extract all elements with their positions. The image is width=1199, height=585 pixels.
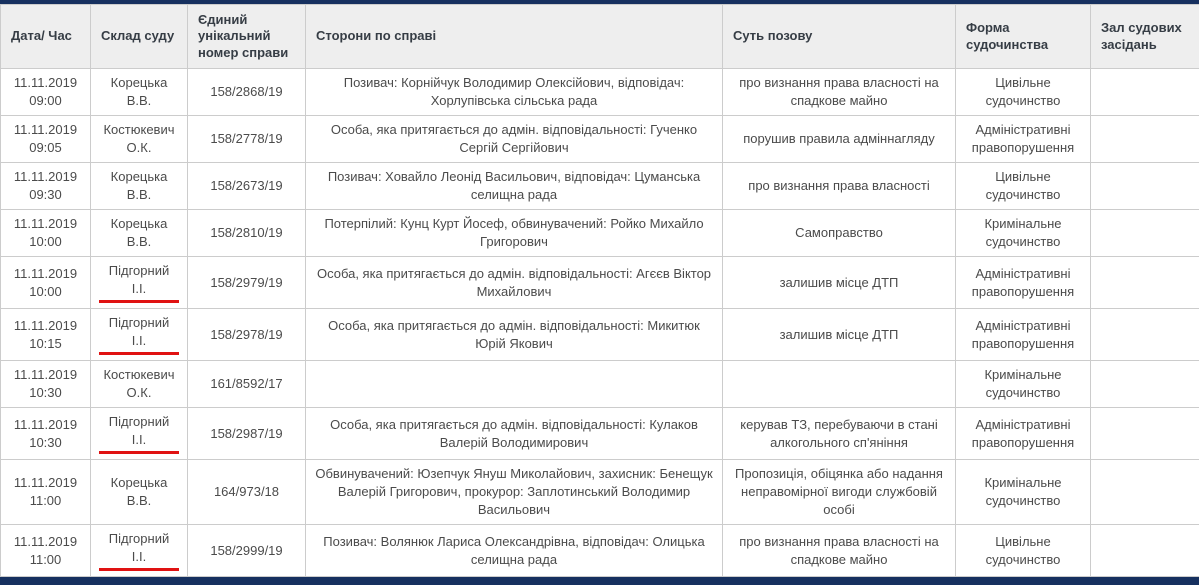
cell-courtroom	[1091, 257, 1199, 309]
cell-judge	[91, 309, 188, 361]
column-header-court-composition: Склад суду	[91, 5, 188, 69]
cell-date-time	[1, 309, 91, 361]
cell-date-time	[1, 361, 91, 408]
cell-case-number: 158/2778/19	[188, 116, 306, 163]
cell-judge	[91, 210, 188, 257]
table-header	[1, 5, 1199, 69]
cell-claim-essence: керував ТЗ, перебуваючи в стані алкогольного сп'яніння	[723, 408, 956, 460]
column-header-parties: Сторони по справі	[306, 5, 723, 69]
cell-date-time	[1, 408, 91, 460]
hearing-date: 11.11.2019	[9, 533, 82, 551]
cell-date-time	[1, 163, 91, 210]
cell-judge	[91, 257, 188, 309]
court-hearings-table	[0, 4, 1199, 577]
cell-parties: Позивач: Корнійчук Володимир Олексійович, відповідач: Хорлупівська сільська рада	[306, 69, 723, 116]
judge-name: Корецька В.В.	[99, 215, 179, 251]
table-row	[1, 257, 1199, 309]
hearing-time: 09:05	[9, 139, 82, 157]
cell-claim-essence: залишив місце ДТП	[723, 257, 956, 309]
cell-parties	[306, 361, 723, 408]
table-row	[1, 69, 1199, 116]
cell-proceedings-form: Цивільне судочинство	[956, 525, 1091, 577]
cell-date-time	[1, 69, 91, 116]
table-body	[1, 69, 1199, 577]
cell-claim-essence: Самоправство	[723, 210, 956, 257]
cell-claim-essence: залишив місце ДТП	[723, 309, 956, 361]
judge-name: Підгорний І.І.	[99, 530, 179, 571]
cell-courtroom	[1091, 69, 1199, 116]
hearing-date: 11.11.2019	[9, 168, 82, 186]
cell-judge	[91, 361, 188, 408]
judge-name: Костюкевич О.К.	[99, 366, 179, 402]
cell-proceedings-form: Цивільне судочинство	[956, 69, 1091, 116]
cell-judge	[91, 116, 188, 163]
cell-parties: Позивач: Волянюк Лариса Олександрівна, відповідач: Олицька селищна рада	[306, 525, 723, 577]
table-row	[1, 525, 1199, 577]
column-header-proceedings-form: Форма судочинства	[956, 5, 1091, 69]
cell-case-number: 158/2810/19	[188, 210, 306, 257]
cell-proceedings-form: Кримінальне судочинство	[956, 460, 1091, 525]
cell-courtroom	[1091, 361, 1199, 408]
header-row	[1, 5, 1199, 69]
cell-date-time	[1, 116, 91, 163]
cell-case-number: 161/8592/17	[188, 361, 306, 408]
cell-claim-essence: про визнання права власності на спадкове майно	[723, 525, 956, 577]
table-row	[1, 460, 1199, 525]
table-row	[1, 361, 1199, 408]
cell-courtroom	[1091, 309, 1199, 361]
hearing-date: 11.11.2019	[9, 121, 82, 139]
cell-proceedings-form: Цивільне судочинство	[956, 163, 1091, 210]
judge-name: Корецька В.В.	[99, 74, 179, 110]
cell-claim-essence: про визнання права власності на спадкове майно	[723, 69, 956, 116]
table-row	[1, 408, 1199, 460]
cell-courtroom	[1091, 210, 1199, 257]
cell-parties: Потерпілий: Кунц Курт Йосеф, обвинувачений: Ройко Михайло Григорович	[306, 210, 723, 257]
judge-name: Підгорний І.І.	[99, 262, 179, 303]
cell-claim-essence	[723, 361, 956, 408]
hearing-date: 11.11.2019	[9, 317, 82, 335]
column-header-case-number: Єдиний унікальний номер справи	[188, 5, 306, 69]
column-header-date-time: Дата/ Час	[1, 5, 91, 69]
hearing-time: 10:30	[9, 384, 82, 402]
column-header-courtroom: Зал судових засідань	[1091, 5, 1199, 69]
cell-proceedings-form: Кримінальне судочинство	[956, 361, 1091, 408]
cell-date-time	[1, 210, 91, 257]
hearing-time: 09:00	[9, 92, 82, 110]
hearing-time: 10:00	[9, 233, 82, 251]
table-row	[1, 116, 1199, 163]
cell-judge	[91, 163, 188, 210]
column-header-claim-essence: Суть позову	[723, 5, 956, 69]
hearing-time: 10:00	[9, 283, 82, 301]
cell-case-number: 158/2999/19	[188, 525, 306, 577]
hearing-date: 11.11.2019	[9, 265, 82, 283]
judge-name: Костюкевич О.К.	[99, 121, 179, 157]
cell-parties: Особа, яка притягається до адмін. відповідальності: Кулаков Валерій Володимирович	[306, 408, 723, 460]
cell-judge	[91, 69, 188, 116]
cell-date-time	[1, 525, 91, 577]
judge-name: Корецька В.В.	[99, 474, 179, 510]
cell-proceedings-form: Адміністративні правопорушення	[956, 257, 1091, 309]
cell-case-number: 158/2978/19	[188, 309, 306, 361]
hearing-date: 11.11.2019	[9, 74, 82, 92]
cell-claim-essence: порушив правила адміннагляду	[723, 116, 956, 163]
cell-proceedings-form: Адміністративні правопорушення	[956, 309, 1091, 361]
hearing-date: 11.11.2019	[9, 215, 82, 233]
cell-case-number: 158/2979/19	[188, 257, 306, 309]
cell-courtroom	[1091, 163, 1199, 210]
hearing-date: 11.11.2019	[9, 474, 82, 492]
hearing-time: 11:00	[9, 551, 82, 569]
cell-parties: Позивач: Ховайло Леонід Васильович, відповідач: Цуманська селищна рада	[306, 163, 723, 210]
cell-claim-essence: про визнання права власності	[723, 163, 956, 210]
cell-judge	[91, 525, 188, 577]
cell-claim-essence: Пропозиція, обіцянка або надання неправомірної вигоди службовій особі	[723, 460, 956, 525]
judge-name: Підгорний І.І.	[99, 314, 179, 355]
cell-courtroom	[1091, 525, 1199, 577]
hearing-time: 10:30	[9, 434, 82, 452]
cell-date-time	[1, 460, 91, 525]
judge-name: Підгорний І.І.	[99, 413, 179, 454]
cell-parties: Особа, яка притягається до адмін. відповідальності: Микитюк Юрій Якович	[306, 309, 723, 361]
table-row	[1, 210, 1199, 257]
hearing-date: 11.11.2019	[9, 416, 82, 434]
cell-parties: Обвинувачений: Юзепчук Януш Миколайович, захисник: Бенещук Валерій Григорович, прокурор: Заплотинський Володимир Васильович	[306, 460, 723, 525]
judge-name: Корецька В.В.	[99, 168, 179, 204]
cell-courtroom	[1091, 408, 1199, 460]
table-row	[1, 309, 1199, 361]
cell-case-number: 164/973/18	[188, 460, 306, 525]
hearing-time: 11:00	[9, 492, 82, 510]
cell-proceedings-form: Кримінальне судочинство	[956, 210, 1091, 257]
cell-proceedings-form: Адміністративні правопорушення	[956, 408, 1091, 460]
cell-parties: Особа, яка притягається до адмін. відповідальності: Гученко Сергій Сергійович	[306, 116, 723, 163]
cell-case-number: 158/2673/19	[188, 163, 306, 210]
cell-parties: Особа, яка притягається до адмін. відповідальності: Агєєв Віктор Михайлович	[306, 257, 723, 309]
cell-courtroom	[1091, 460, 1199, 525]
cell-proceedings-form: Адміністративні правопорушення	[956, 116, 1091, 163]
table-row	[1, 163, 1199, 210]
hearing-time: 09:30	[9, 186, 82, 204]
bottom-accent-bar	[0, 577, 1199, 585]
hearing-time: 10:15	[9, 335, 82, 353]
cell-courtroom	[1091, 116, 1199, 163]
cell-case-number: 158/2987/19	[188, 408, 306, 460]
cell-date-time	[1, 257, 91, 309]
cell-judge	[91, 460, 188, 525]
hearing-date: 11.11.2019	[9, 366, 82, 384]
cell-judge	[91, 408, 188, 460]
cell-case-number: 158/2868/19	[188, 69, 306, 116]
